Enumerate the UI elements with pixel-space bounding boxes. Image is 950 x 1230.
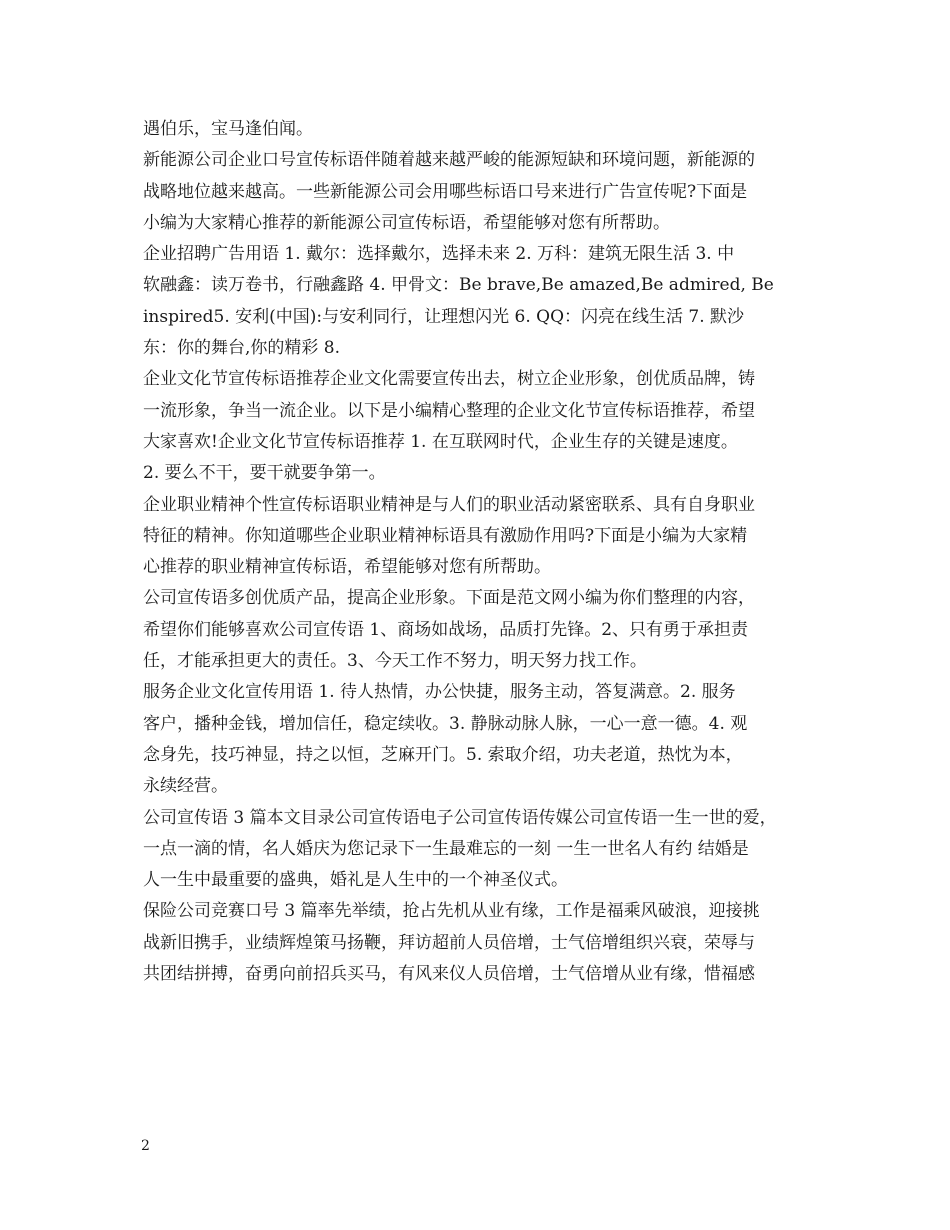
text-line: 企业招聘广告用语 1. 戴尔：选择戴尔，选择未来 2. 万科：建筑无限生活 3. 中 [143, 244, 735, 265]
text-line: 一流形象，争当一流企业。以下是小编精心整理的企业文化节宣传标语推荐，希望 [143, 400, 755, 421]
text-line: 共团结拼搏，奋勇向前招兵买马，有风来仪人员倍增，士气倍增从业有缘，惜福感 [143, 964, 755, 985]
text-line: 保险公司竞赛口号 3 篇率先举绩，抢占先机从业有缘，工作是福乘风破浪，迎接挑 [143, 901, 760, 922]
text-line: 公司宣传语 3 篇本文目录公司宣传语电子公司宣传语传媒公司宣传语一生一世的爱， [143, 807, 777, 828]
text-line: 任，才能承担更大的责任。3、今天工作不努力，明天努力找工作。 [143, 651, 647, 672]
text-line: 东：你的舞台,你的精彩 8. [143, 338, 341, 359]
text-line: 战新旧携手，业绩辉煌策马扬鞭，拜访超前人员倍增，士气倍增组织兴衰，荣辱与 [143, 932, 755, 953]
text-line: 人一生中最重要的盛典，婚礼是人生中的一个神圣仪式。 [143, 870, 568, 891]
text-line: 特征的精神。你知道哪些企业职业精神标语具有激励作用吗?下面是小编为大家精 [143, 525, 748, 546]
text-line: 企业文化节宣传标语推荐企业文化需要宣传出去，树立企业形象，创优质品牌，铸 [143, 369, 755, 390]
page-number: 2 [141, 1138, 150, 1154]
text-line: 客户，播种金钱，增加信任，稳定续收。3. 静脉动脉人脉，一心一意一德。4. 观 [143, 713, 748, 734]
text-line: 企业职业精神个性宣传标语职业精神是与人们的职业活动紧密联系、具有自身职业 [143, 494, 755, 515]
text-line: inspired5. 安利(中国):与安利同行，让理想闪光 6. QQ：闪亮在线生活 7. 默沙 [143, 306, 745, 327]
text-line: 2. 要么不干，要干就要争第一。 [143, 463, 386, 484]
text-line: 永续经营。 [143, 776, 228, 797]
text-line: 心推荐的职业精神宣传标语，希望能够对您有所帮助。 [143, 557, 551, 578]
text-line: 大家喜欢!企业文化节宣传标语推荐 1. 在互联网时代，企业生存的关键是速度。 [143, 431, 738, 452]
text-line: 服务企业文化宣传用语 1. 待人热情，办公快捷，服务主动，答复满意。2. 服务 [143, 682, 736, 703]
text-line: 战略地位越来越高。一些新能源公司会用哪些标语口号来进行广告宣传呢?下面是 [143, 181, 748, 202]
text-line: 一点一滴的情，名人婚庆为您记录下一生最难忘的一刻 一生一世名人有约 结婚是 [143, 838, 749, 859]
text-line: 小编为大家精心推荐的新能源公司宣传标语，希望能够对您有所帮助。 [143, 212, 670, 233]
text-line: 公司宣传语多创优质产品，提高企业形象。下面是范文网小编为你们整理的内容， [143, 588, 755, 609]
text-line: 希望你们能够喜欢公司宣传语 1、商场如战场，品质打先锋。2、只有勇于承担责 [143, 619, 749, 640]
text-line: 新能源公司企业口号宣传标语伴随着越来越严峻的能源短缺和环境问题，新能源的 [143, 150, 755, 171]
text-line: 软融鑫：读万卷书，行融鑫路 4. 甲骨文：Be brave,Be amazed,Be admired, Be [143, 275, 774, 296]
body-text [143, 114, 823, 990]
text-line: 念身先，技巧神显，持之以恒，芝麻开门。5. 索取介绍，功夫老道，热忱为本， [143, 744, 743, 765]
text-line: 遇伯乐，宝马逢伯闻。 [143, 119, 313, 139]
